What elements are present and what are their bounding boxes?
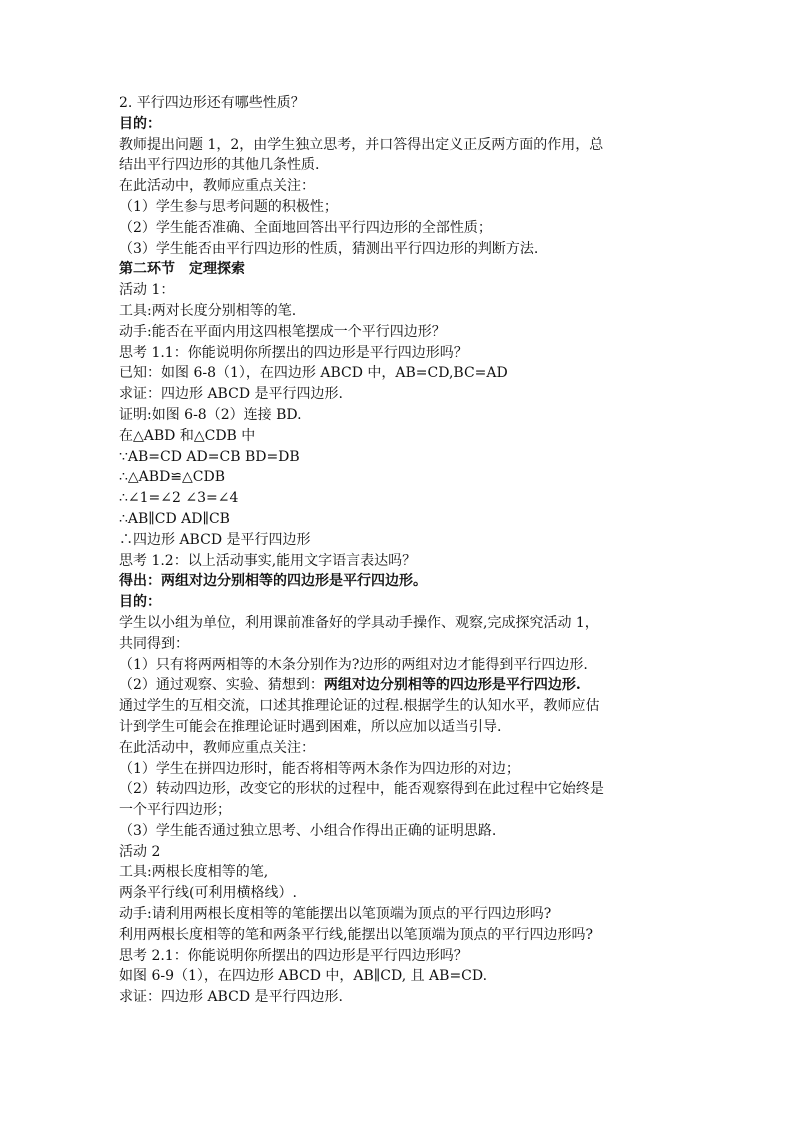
text-line: 在此活动中，教师应重点关注：: [119, 178, 315, 195]
text-line: （1）学生在拼四边形时，能否将相等两木条作为四边形的对边；: [119, 760, 520, 777]
text-segment: （2）通过观察、实验、猜想到：: [119, 677, 324, 694]
text-line: ∴△ABD≌△CDB: [119, 469, 226, 486]
text-line: 工具:两对长度分别相等的笔.: [119, 302, 297, 319]
text-line: （3）学生能否通过独立思考、小组合作得出正确的证明思路.: [119, 822, 497, 839]
text-line: 思考 2.1：你能说明你所摆出的四边形是平行四边形吗？: [119, 947, 468, 964]
text-line: ∴四边形 ABCD 是平行四边形: [119, 531, 311, 548]
text-line: 一个平行四边形；: [119, 802, 231, 819]
text-line: 计到学生可能会在推理论证时遇到困难，所以应加以适当引导.: [119, 718, 502, 735]
text-line: ∴∠1=∠2 ∠3=∠4: [119, 490, 239, 507]
text-line: （2）转动四边形，改变它的形状的过程中，能否观察得到在此过程中它始终是: [119, 781, 604, 798]
text-line: 2. 平行四边形还有哪些性质？: [119, 95, 305, 111]
text-line: 工具:两根长度相等的笔,: [119, 864, 269, 881]
text-line: 活动 1：: [119, 282, 175, 299]
text-line: 共同得到：: [119, 635, 189, 652]
text-line: 如图 6-9（1），在四边形 ABCD 中，AB∥CD, 且 AB=CD.: [119, 968, 488, 985]
text-line: 证明:如图 6-8（2）连接 BD.: [119, 406, 302, 423]
bold-segment: 两组对边分别相等的四边形是平行四边形.: [323, 677, 581, 694]
text-line: 求证：四边形 ABCD 是平行四边形.: [119, 989, 343, 1006]
text-line: 两条平行线(可利用横格线）.: [119, 885, 297, 902]
text-line: （1）只有将两两相等的木条分别作为?边形的两组对边才能得到平行四边形.: [119, 656, 588, 673]
text-line: 思考 1.2：以上活动事实,能用文字语言表达吗？: [119, 552, 417, 569]
text-line: 利用两根长度相等的笔和两条平行线,能摆出以笔顶端为顶点的平行四边形吗?: [119, 926, 593, 943]
text-line: 活动 2: [119, 843, 161, 860]
text-line: 结出平行四边形的其他几条性质.: [119, 157, 320, 174]
text-line: 已知：如图 6-8（1），在四边形 ABCD 中，AB=CD,BC=AD: [119, 365, 508, 382]
text-line: 求证：四边形 ABCD 是平行四边形.: [119, 386, 343, 403]
heading-line: 第二环节 定理探索: [119, 261, 245, 278]
text-line: 动手:能否在平面内用这四根笔摆成一个平行四边形？: [119, 323, 446, 340]
text-line: 在此活动中，教师应重点关注：: [119, 739, 315, 756]
heading-line: 目的：: [119, 115, 161, 132]
text-line: 在△ABD 和△CDB 中: [119, 427, 256, 444]
heading-line: 得出：两组对边分别相等的四边形是平行四边形。: [119, 573, 427, 590]
text-line: [119, 675, 694, 696]
text-line: 教师提出问题 1，2，由学生独立思考，并口答得出定义正反两方面的作用，总: [119, 136, 604, 153]
text-line: （3）学生能否由平行四边形的性质，猜测出平行四边形的判断方法.: [119, 240, 539, 257]
heading-line: 目的：: [119, 594, 161, 611]
text-line: 学生以小组为单位，利用课前准备好的学具动手操作、观察,完成探究活动 1，: [119, 614, 599, 631]
text-line: ∵AB=CD AD=CB BD=DB: [119, 448, 300, 465]
text-line: ∴AB∥CD AD∥CB: [119, 510, 230, 527]
text-line: （1）学生参与思考问题的积极性；: [119, 198, 338, 215]
text-line: 动手:请利用两根长度相等的笔能摆出以笔顶端为顶点的平行四边形吗?: [119, 906, 552, 923]
text-line: 思考 1.1：你能说明你所摆出的四边形是平行四边形吗？: [119, 344, 468, 361]
text-line: 通过学生的互相交流，口述其推理论证的过程.根据学生的认知水平，教师应估: [119, 698, 600, 715]
text-line: （2）学生能否准确、全面地回答出平行四边形的全部性质；: [119, 219, 492, 236]
